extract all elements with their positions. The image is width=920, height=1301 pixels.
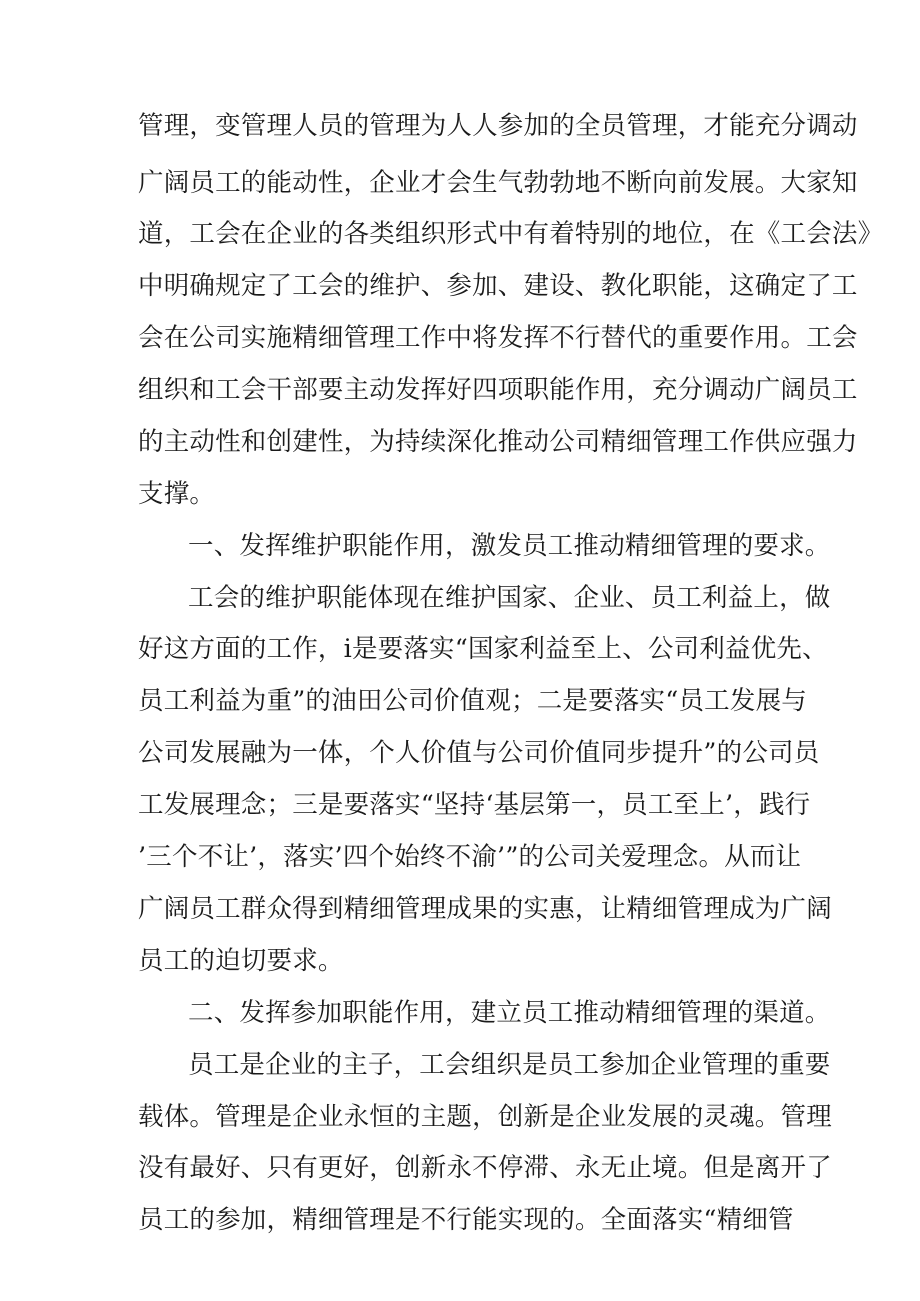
paragraph-line: 道，工会在企业的各类组织形式中有着特别的地位，在《工会法》 xyxy=(138,219,884,249)
paragraph-line: 载体。管理是企业永恒的主题，创新是企业发展的灵魂。管理 xyxy=(138,1102,832,1132)
paragraph-line: ’三个不让’，落实’四个始终不渝’”的公司关爱理念。从而让 xyxy=(138,842,802,872)
paragraph-line: 员工是企业的主子，工会组织是员工参加企业管理的重要 xyxy=(188,1050,831,1080)
paragraph-line: 工发展理念；三是要落实“坚持‘基层第一，员工至上’，践行 xyxy=(138,790,811,820)
paragraph-line: 员工的迫切要求。 xyxy=(138,946,344,976)
paragraph-line: 员工利益为重”的油田公司价值观；二是要落实“员工发展与 xyxy=(138,686,807,716)
paragraph-line: 中明确规定了工会的维护、参加、建设、教化职能，这确定了工 xyxy=(138,271,858,301)
paragraph-line: 员工的参加，精细管理是不行能实现的。全面落实“精细管 xyxy=(138,1205,794,1235)
paragraph-line: 的主动性和创建性，为持续深化推动公司精细管理工作供应强力 xyxy=(138,427,858,457)
paragraph-line: 好这方面的工作，i是要落实“国家利益至上、公司利益优先、 xyxy=(138,634,828,664)
paragraph-line: 公司发展融为一体，个人价值与公司价值同步提升”的公司员 xyxy=(138,738,820,768)
paragraph-line: 组织和工会干部要主动发挥好四项职能作用，充分调动广阔员工 xyxy=(138,375,858,405)
section-heading-two: 二、发挥参加职能作用，建立员工推动精细管理的渠道。 xyxy=(188,998,831,1028)
paragraph-line: 支撑。 xyxy=(138,479,216,509)
paragraph-line: 工会的维护职能体现在维护国家、企业、员工利益上，做 xyxy=(188,583,831,613)
paragraph-line: 管理，变管理人员的管理为人人参加的全员管理，才能充分调动 xyxy=(138,111,858,141)
paragraph-line: 会在公司实施精细管理工作中将发挥不行替代的重要作用。工会 xyxy=(138,323,858,353)
paragraph-line: 广阔员工的能动性，企业才会生气勃勃地不断向前发展。大家知 xyxy=(138,168,858,198)
paragraph-line: 广阔员工群众得到精细管理成果的实惠，让精细管理成为广阔 xyxy=(138,894,832,924)
section-heading-one: 一、发挥维护职能作用，激发员工推动精细管理的要求。 xyxy=(188,531,831,561)
paragraph-line: 没有最好、只有更好，创新永不停滞、永无止境。但是离开了 xyxy=(138,1153,832,1183)
